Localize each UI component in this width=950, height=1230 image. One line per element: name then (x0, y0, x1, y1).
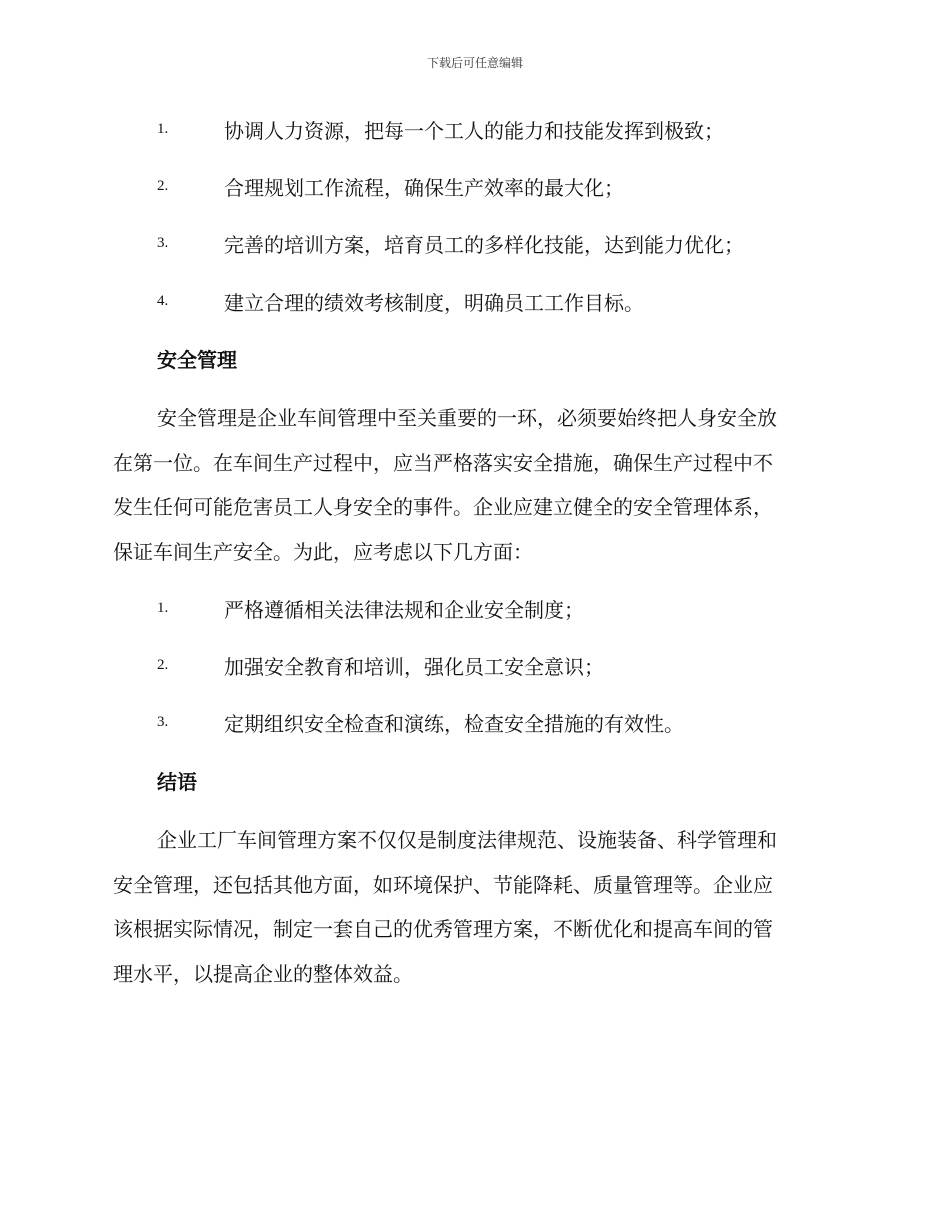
list-text: 合理规划工作流程，确保生产效率的最大化； (224, 176, 624, 200)
list-number: 3. (157, 235, 169, 251)
list-item (0, 708, 950, 740)
list-text: 协调人力资源，把每一个工人的能力和技能发挥到极致； (224, 119, 724, 143)
list-text: 定期组织安全检查和演练，检查安全措施的有效性。 (224, 712, 684, 736)
list-number: 1. (157, 121, 169, 137)
list-number: 2. (157, 178, 169, 194)
paragraph-line: 该根据实际情况，制定一套自己的优秀管理方案，不断优化和提高车间的管 (113, 917, 773, 941)
list-item (0, 229, 950, 261)
paragraph-line: 安全管理是企业车间管理中至关重要的一环，必须要始终把人身安全放 (157, 406, 777, 430)
list-item (0, 287, 950, 319)
list-item (0, 115, 950, 147)
list-item (0, 651, 950, 683)
list-item (0, 172, 950, 204)
list-number: 2. (157, 657, 169, 673)
paragraph-line: 在第一位。在车间生产过程中，应当严格落实安全措施，确保生产过程中不 (113, 451, 773, 475)
list-number: 1. (157, 600, 169, 616)
paragraph-line: 企业工厂车间管理方案不仅仅是制度法律规范、设施装备、科学管理和 (157, 828, 777, 852)
list-text: 完善的培训方案，培育员工的多样化技能，达到能力优化； (224, 233, 744, 257)
page-header: 下载后可任意编辑 (426, 56, 523, 70)
section-heading-safety: 安全管理 (157, 348, 237, 372)
section-heading-conclusion: 结语 (157, 770, 197, 794)
list-number: 4. (157, 293, 169, 309)
list-item (0, 594, 950, 626)
paragraph-line: 发生任何可能危害员工人身安全的事件。企业应建立健全的安全管理体系， (113, 495, 773, 519)
list-text: 严格遵循相关法律法规和企业安全制度； (224, 598, 584, 622)
paragraph-line: 安全管理，还包括其他方面，如环境保护、节能降耗、质量管理等。企业应 (113, 873, 773, 897)
list-text: 建立合理的绩效考核制度，明确员工工作目标。 (224, 291, 644, 315)
paragraph-line: 保证车间生产安全。为此，应考虑以下几方面： (113, 540, 533, 564)
list-text: 加强安全教育和培训，强化员工安全意识； (224, 655, 604, 679)
paragraph-line: 理水平，以提高企业的整体效益。 (113, 962, 413, 986)
list-number: 3. (157, 714, 169, 730)
